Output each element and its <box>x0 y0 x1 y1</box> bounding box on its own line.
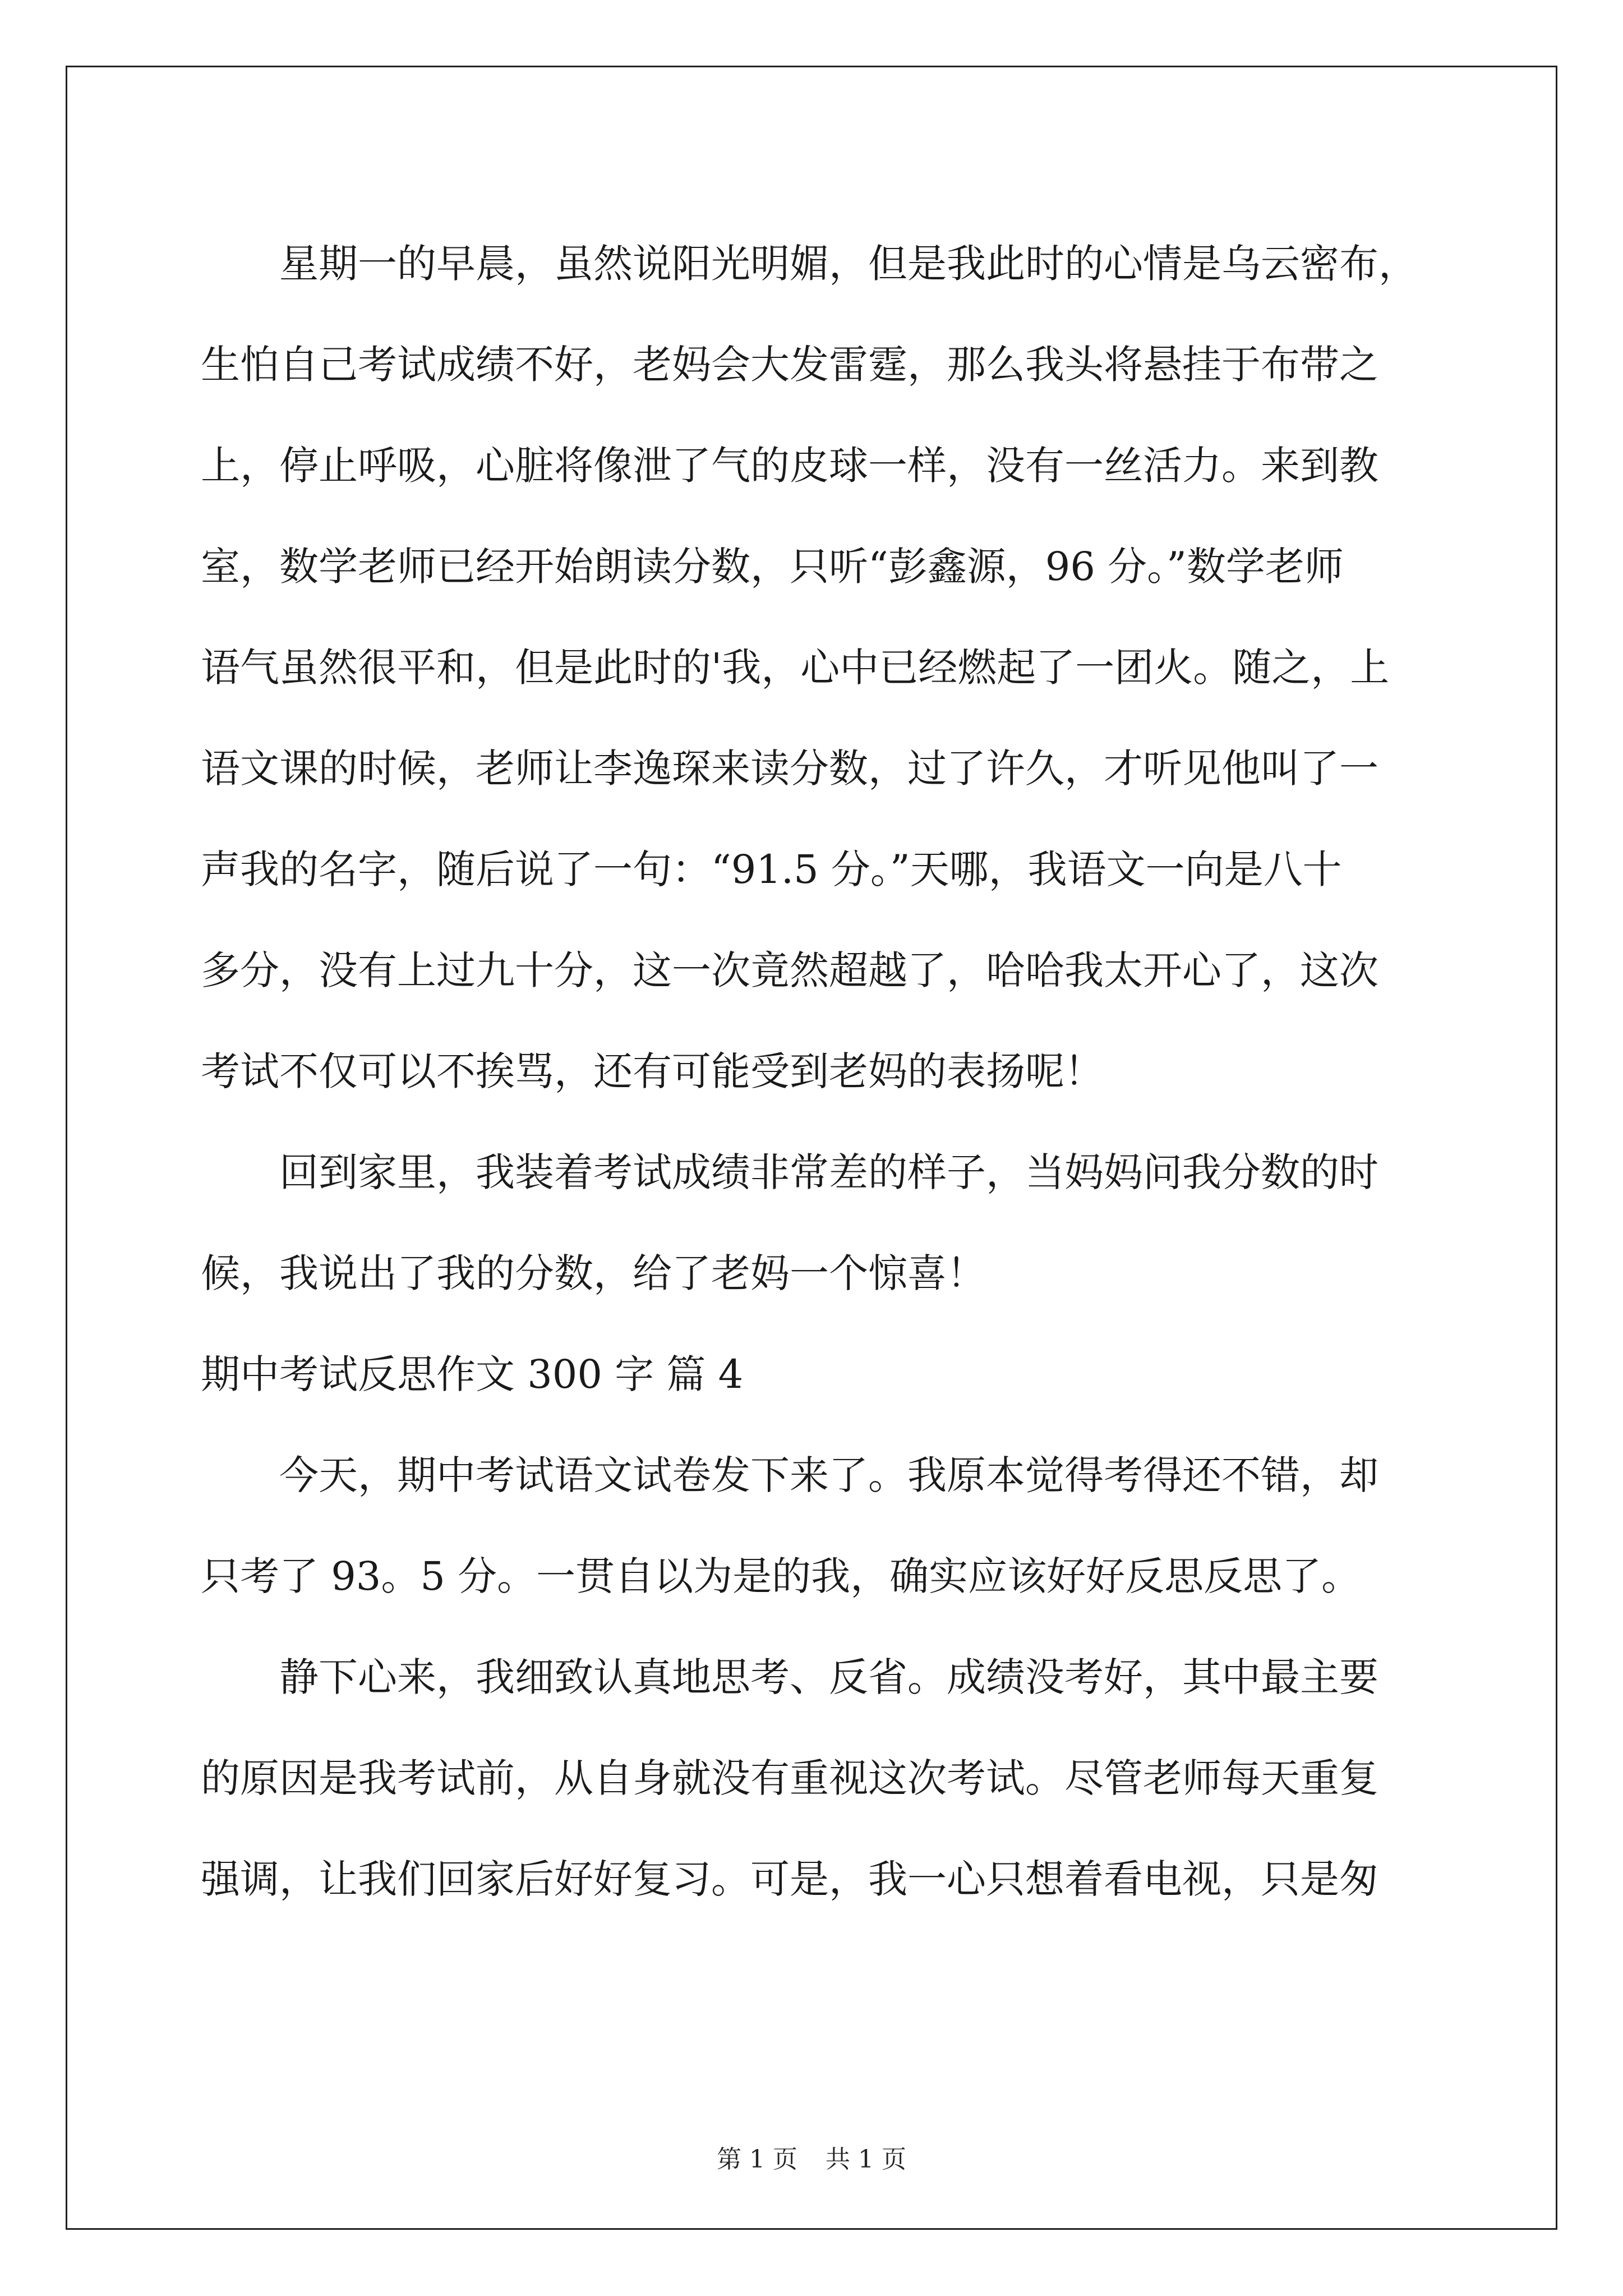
total-pages: 共 1 页 <box>826 2145 906 2174</box>
paragraph-line: 只考了 93。5 分。一贯自以为是的我，确实应该好好反思反思了。 <box>201 1553 1361 1599</box>
paragraph-line: 考试不仅可以不挨骂，还有可能受到老妈的表扬呢！ <box>201 1048 1104 1094</box>
paragraph-line: 强调，让我们回家后好好复习。可是，我一心只想着看电视，只是匆 <box>201 1856 1378 1902</box>
paragraph-line: 声我的名字，随后说了一句：“91.5 分。”天哪，我语文一向是八十 <box>201 846 1342 892</box>
paragraph-line: 语气虽然很平和，但是此时的'我，心中已经燃起了一团火。随之，上 <box>201 645 1390 691</box>
paragraph-line: 静下心来，我细致认真地思考、反省。成绩没考好，其中最主要 <box>279 1654 1378 1700</box>
paragraph-line: 的原因是我考试前，从自身就没有重视这次考试。尽管老师每天重复 <box>201 1755 1378 1801</box>
section-heading: 期中考试反思作文 300 字 篇 4 <box>201 1351 744 1397</box>
paragraph-line: 上，停止呼吸，心脏将像泄了气的皮球一样，没有一丝活力。来到教 <box>201 443 1378 489</box>
paragraph-line: 多分，没有上过九十分，这一次竟然超越了，哈哈我太开心了，这次 <box>201 947 1378 993</box>
paragraph-line: 星期一的早晨，虽然说阳光明媚，但是我此时的心情是乌云密布， <box>279 241 1418 287</box>
paragraph-line: 今天，期中考试语文试卷发下来了。我原本觉得考得还不错，却 <box>279 1452 1378 1498</box>
paragraph-line: 回到家里，我装着考试成绩非常差的样子，当妈妈问我分数的时 <box>279 1149 1378 1195</box>
paragraph-line: 候，我说出了我的分数，给了老妈一个惊喜！ <box>201 1250 986 1296</box>
document-body <box>201 213 1423 1930</box>
page-footer <box>0 2143 1623 2177</box>
paragraph-line: 室，数学老师已经开始朗读分数，只听“彭鑫源，96 分。”数学老师 <box>201 544 1344 590</box>
paragraph-line: 语文课的时候，老师让李逸琛来读分数，过了许久，才听见他叫了一 <box>201 746 1378 792</box>
page-number: 第 1 页 <box>717 2145 797 2174</box>
paragraph-line: 生怕自己考试成绩不好，老妈会大发雷霆，那么我头将悬挂于布带之 <box>201 342 1378 388</box>
